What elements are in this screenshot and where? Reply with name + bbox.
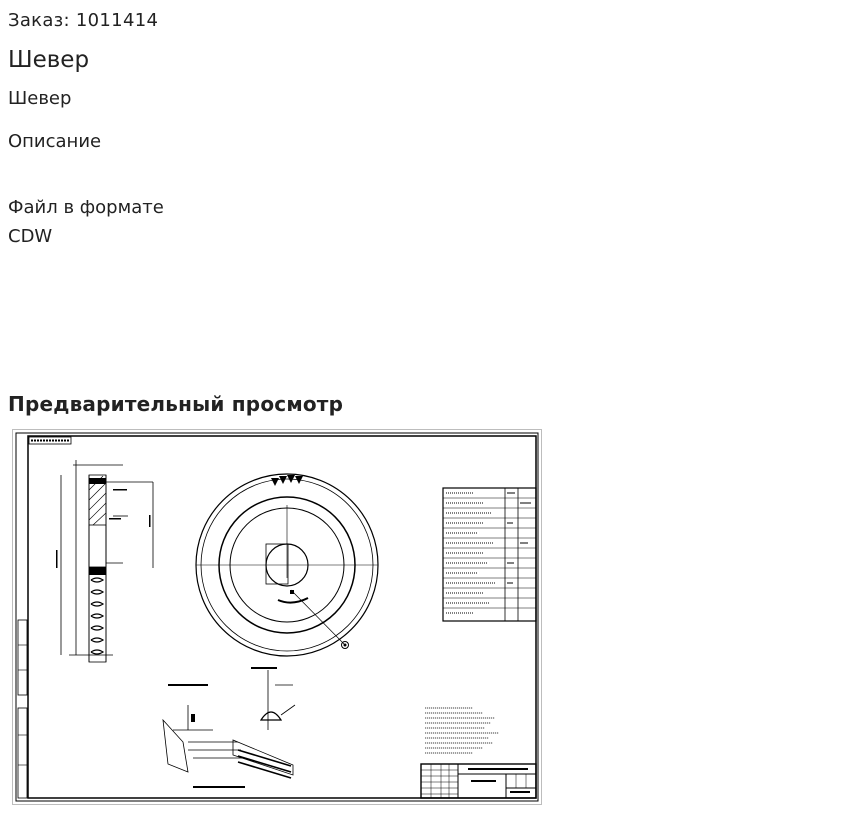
product-title: Шевер xyxy=(8,47,90,73)
technical-drawing-preview xyxy=(13,430,541,804)
product-subtitle: Шевер xyxy=(8,88,72,109)
order-number: Заказ: 1011414 xyxy=(8,10,159,31)
description-label: Описание xyxy=(8,131,102,152)
preview-image[interactable] xyxy=(12,429,542,805)
file-format-info: Файл в формате CDW xyxy=(8,197,164,247)
preview-heading: Предварительный просмотр xyxy=(8,392,344,416)
